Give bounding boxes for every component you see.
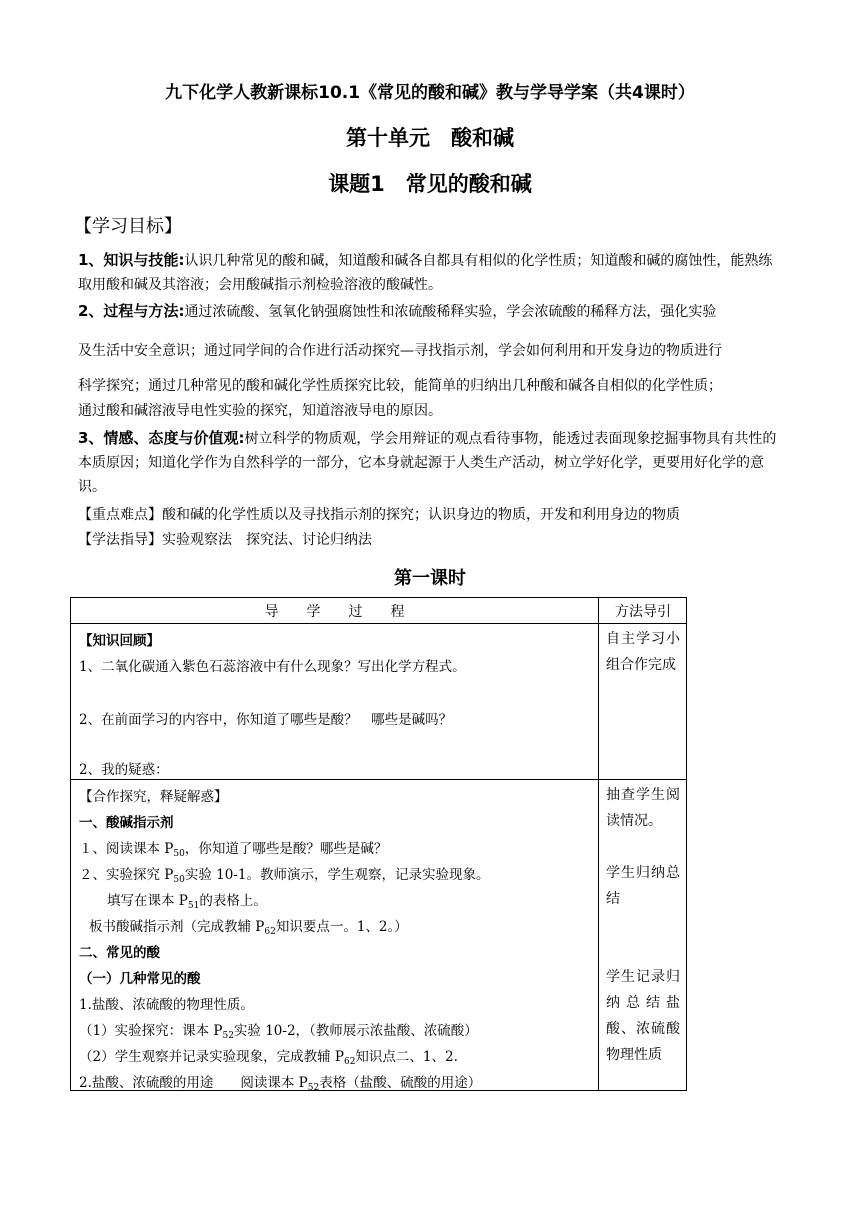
explore-line-6: （1）实验探究：课本 $P_{52}$实验 10-2，（教师展示浓盐酸、浓硫酸） xyxy=(79,1023,478,1041)
review-question-1: 1、二氧化碳通入紫色石蕊溶液中有什么现象？写出化学方程式。 xyxy=(79,659,466,675)
review-heading: 【知识回顾】 xyxy=(79,633,160,649)
objective-process-line1 xyxy=(78,300,798,321)
review-question-2: 2、在前面学习的内容中，你知道了哪些是酸？ 哪些是碱吗？ xyxy=(79,712,453,728)
explore-heading: 【合作探究，释疑解惑】 xyxy=(79,789,228,805)
header-guide-process: 导 学 过 程 xyxy=(264,604,405,620)
key-points: 【重点难点】酸和碱的化学性质以及寻找指示剂的探究；认识身边的物质，开发和利用身边的物质 xyxy=(78,507,680,523)
section-indicators: 一、酸碱指示剂 xyxy=(79,815,174,831)
explore-line-1: １、阅读课本 $P_{50}$，你知道了哪些是酸？哪些是碱？ xyxy=(79,841,388,859)
unit-title: 第十单元 酸和碱 xyxy=(346,126,514,150)
lesson-table xyxy=(70,597,687,1091)
explore-line-4: 板书酸碱指示剂（完成教辅 $P_{62}$知识要点一。1、2。） xyxy=(89,919,408,937)
topic-title: 课题1 常见的酸和碱 xyxy=(328,172,532,196)
explore-method-note-3: 学生记录归纳总结盐酸、浓硫酸物理性质 xyxy=(606,969,680,1063)
review-question-3: 2、我的疑惑： xyxy=(79,762,169,778)
row-divider-review xyxy=(71,779,686,780)
objective-attitude-text: 树立科学的物质观，学会用辩证的观点看待事物，能透过表面现象挖掘事物具有共性的本质原因；知道化学作为自然科学的一部分，它本身就起源于人类生产活动，树立学好化学，更要用好化学的意识。 xyxy=(78,431,777,495)
objective-attitude xyxy=(78,426,784,499)
objectives-heading: 【学习目标】 xyxy=(74,216,182,237)
objective-process-text-1: 通过浓硫酸、氢氧化钠强腐蚀性和浓硫酸稀释实验，学会浓硫酸的稀释方法，强化实验 xyxy=(184,304,717,320)
lesson-title: 第一课时 xyxy=(394,568,466,589)
objective-process-line2: 及生活中安全意识；通过同学间的合作进行活动探究—寻找指示剂，学会如何利用和开发身边的物质进行 xyxy=(78,343,722,359)
explore-line-2: ２、实验探究 $P_{50}$实验 10-1。教师演示，学生观察，记录实验现象。 xyxy=(79,867,490,885)
review-method-note: 自主学习小组合作完成 xyxy=(606,631,680,673)
objective-knowledge-label: 1、知识与技能: xyxy=(78,251,185,269)
subsection-acids: （一）几种常见的酸 xyxy=(79,971,201,987)
header-method: 方法导引 xyxy=(615,604,671,620)
explore-line-8: 2.盐酸、浓硫酸的用途 阅读课本 $P_{52}$表格（盐酸、硫酸的用途） xyxy=(79,1075,482,1093)
objective-knowledge xyxy=(78,248,784,297)
objective-process-line4: 通过酸和碱溶液导电性实验的探究，知道溶液导电的原因。 xyxy=(78,403,442,419)
row-divider-header xyxy=(71,623,686,624)
explore-line-5: 1.盐酸、浓硫酸的物理性质。 xyxy=(79,997,254,1013)
explore-method-note-2: 学生归纳总结 xyxy=(606,865,680,907)
objective-process-label: 2、过程与方法: xyxy=(78,302,185,320)
column-divider xyxy=(598,598,599,1090)
objective-knowledge-text: 认识几种常见的酸和碱，知道酸和碱各自都具有相似的化学性质；知道酸和碱的腐蚀性，能熟练取用酸和碱及其溶液；会用酸碱指示剂检验溶液的酸碱性。 xyxy=(78,253,773,293)
study-method: 【学法指导】实验观察法 探究法、讨论归纳法 xyxy=(78,532,372,548)
section-common-acids: 二、常见的酸 xyxy=(79,945,160,961)
explore-line-3: 填写在课本 $P_{51}$的表格上。 xyxy=(107,893,267,911)
explore-line-7: （2）学生观察并记录实验现象，完成教辅 $P_{62}$知识点二、1、2. xyxy=(79,1049,458,1067)
explore-method-note-1: 抽查学生阅读情况。 xyxy=(606,787,680,829)
objective-attitude-label: 3、情感、态度与价值观: xyxy=(78,429,245,447)
objective-process-line3: 科学探究；通过几种常见的酸和碱化学性质探究比较，能简单的归纳出几种酸和碱各自相似的化学性质； xyxy=(78,378,722,394)
document-title: 九下化学人教新课标10.1《常见的酸和碱》教与学导学案（共4课时） xyxy=(165,83,695,103)
